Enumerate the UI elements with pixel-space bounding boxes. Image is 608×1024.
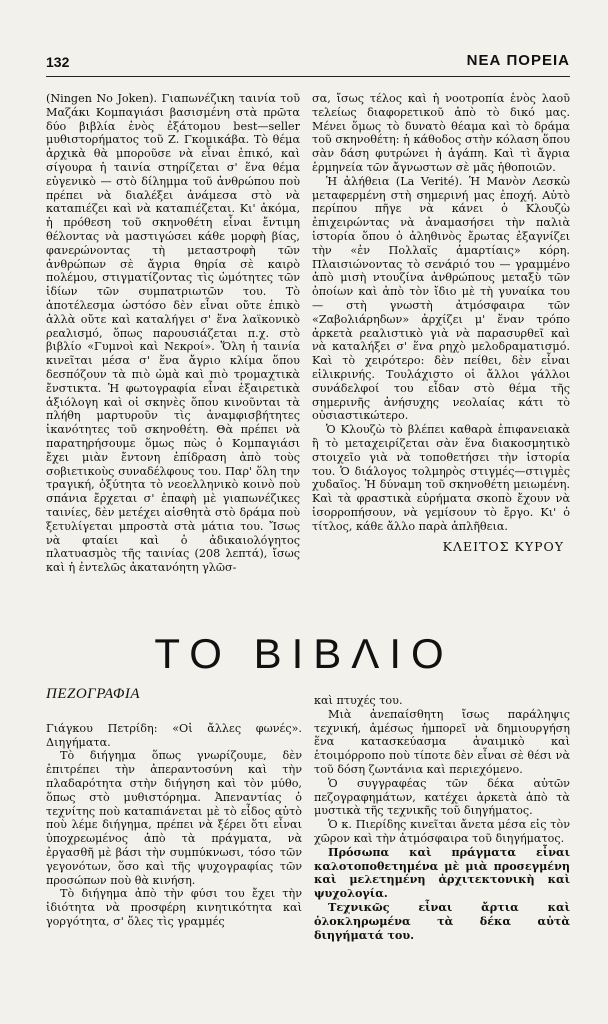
book-paragraph: Τὸ διήγημα ὅπως γνωρίζουμε, δὲν ἐπιτρέπει τὴν ἀπεραντοσύνη καὶ τὴν πλαδαρότητα στὴν διήγηση καὶ τὸν μύθο, ὅπως στὸ μυθιστόρημα. Ἀπεναντίας ὁ τεχνίτης ποὺ καταπιάνεται μὲ τὸ εἶδος αὐτὸ ποὺ λέμε διήγημα, πρέπει νὰ ξέρει ὅτι εἶναι ὑποχρεωμένος ἀπὸ τὰ πράγματα, νὰ ἐργασθῆ μὲ βάσι τὴν συμπύκνωσι, τόσο τῶν γεγονότων, ὅσο καὶ τῆς ψυχογραφίας τῶν προσώπων ποὺ θὰ κινήση. <box>46 749 302 887</box>
book-title-line: Γιάγκου Πετρίδη: «Οἱ ἄλλες φωνές». Διηγήματα. <box>46 721 302 749</box>
book-paragraph: Ὁ συγγραφέας τῶν δέκα αὐτῶν πεζογραφημάτων, κατέχει ἀρκετὰ ἀπὸ τὰ μυστικὰ τῆς τεχνικῆς τοῦ διηγήματος. <box>314 776 570 818</box>
book-paragraph: Πρόσωπα καὶ πράγματα εἶναι καλοτοποθετημένα μὲ μιὰ προσεγμένη καὶ μελετημένη ἀρχιτεκτονικὴ καὶ ψυχολογία. <box>314 844 570 901</box>
book-column-left <box>46 688 302 929</box>
review-paragraph: Ἡ ἀλήθεια (La Verité). Ἡ Μανὸν Λεσκὼ μεταφερμένη στὴ σημερινή μας ἐποχή. Αὐτὸ περίπου πῆγε νὰ κάνει ὁ Κλουζὼ ἐπιχειρώντας νὰ ἀναμασήσει τὴν παλιὰ ἱστορία ὅπου ὁ ἀληθινὸς ἔρωτας ἐξαγνίζει τὴν «ἐν Πολλαῖς ἁμαρτίαις» κόρη. Πλαισιώνοντας τὸ σενάριό του — γραμμένο ἀπὸ μισὴ ντουζίνα ἀνθρώπους μεταξὺ τῶν ὁποίων καὶ ἀπὸ τὸν ἴδιο μὲ τὴ γυναίκα του — στὴ γνωστὴ ἀτμόσφαιρα τῶν «Ζαβολιάρηδων» ἀρχίζει μ' ἕναν τρόπο ἀρκετὰ ρεαλιστικὸ γιὰ νὰ παρασυρθεῖ καὶ νὰ καταλήξει σ' ἕνα ρηχὸ μελοδραματισμό. Καὶ τὸ χειρότερο: δὲν πείθει, δὲν εἶναι εἰλικρινής. Τουλάχιστο οἱ ἄλλοι γάλλοι συνάδελφοί του εἶδαν στὸ θέμα τῆς σημερινῆς ἀνήσυχης νεολαίας κάτι τὸ οὐσιαστικώτερο. <box>312 174 570 423</box>
page-header <box>46 52 570 77</box>
page-number: 132 <box>46 54 70 70</box>
book-paragraph: καὶ πτυχές του. <box>314 694 403 707</box>
book-paragraph: Μιὰ ἀνεπαίσθητη ἴσως παράληψις τεχνική, ἀμέσως ἠμπορεῖ νὰ δημιουργήση ἕνα κατασκεύασμα ἀναιμικὸ καὶ ἑτοιμόρροπο ποὺ τίποτε δὲν εἶναι σὲ θέσι νὰ τοῦ δόση ζωντάνια καὶ περιεχόμενο. <box>314 707 570 776</box>
book-paragraph: Τεχνικῶς εἶναι ἄρτια καὶ ὁλοκληρωμένα τὰ δέκα αὐτὰ διηγήματά του. <box>314 899 570 942</box>
author-signature: ΚΛΕΙΤΟΣ ΚΥΡΟΥ <box>442 538 564 554</box>
section-label: ΠΕΖΟΓΡΑΦΙΑ <box>46 686 141 702</box>
book-paragraph: Ὁ κ. Πιερίδης κινεῖται ἄνετα μέσα εἰς τὸν χῶρον καὶ τὴν ἀτμόσφαιρα τοῦ διηγήματος. <box>314 818 570 845</box>
journal-title: ΝΕΑ ΠΟΡΕΙΑ <box>466 52 570 69</box>
book-paragraph: Τὸ διήγημα ἀπὸ τὴν φύσι του ἔχει τὴν ἰδιότητα νὰ προσφέρη κινητικότητα καὶ γοργότητα, σ' ὅλες τὶς γραμμές <box>46 887 302 928</box>
book-column-right <box>314 694 570 942</box>
review-paragraph: (Ningen No Joken). Γιαπωνέζικη ταινία τοῦ Μαζάκι Κομπαγιάσι βασισμένη στὰ πρῶτα δύο βιβλία ἑνὸς ἐξάτομου best—seller μυθιστορήματος τοῦ Ζ. Γκομικάβα. Τὸ θέμα ἀρχικὰ θὰ μποροῦσε νὰ εἶναι ἐπικό, καὶ σίγουρα ἡ ταινία στηρίζεται σ' ἕνα θέμα εὐγενικὸ — στὸ δίλημμα τοῦ ἀνθρώπου ποὺ πρέπει νὰ διαλέξει ἀνάμεσα στὸ νὰ καταπιέζει καὶ νὰ καταπιέζεται. Κι' ἀκόμα, ἡ πρόθεση τοῦ σκηνοθέτη εἶναι ἔντιμη θέλοντας νὰ μαστιγώσει κάθε μορφὴ βίας, φανερώνοντας τὴ μεταστροφὴ τῶν ἀνθρώπων σὲ ἄγρια θηρία σὲ καιρὸ πολέμου, στιγματίζοντας τὶς ὠμότητες τῶν ἰδίων τῶν συμπατριωτῶν του. Τὸ ἀποτέλεσμα ὡστόσο δὲν εἶναι οὔτε ἐπικὸ ἀλλὰ οὔτε καὶ καταλήγει σ' ἕνα λαϊκονικὸ ρεαλισμό, ὅπως παρουσιάζεται π.χ. στὸ βιβλίο «Γυμνοὶ καὶ Νεκροί». Ὅλη ἡ ταινία κινεῖται μέσα σ' ἕνα ἄγριο κλίμα ὅπου δεσπόζουν τὰ πιὸ ὠμὰ καὶ πιὸ τρομαχτικὰ ἔνστικτα. Ἡ φωτογραφία εἶναι ἐξαιρετικὰ ἀξιόλογη καὶ οἱ σκηνὲς ὅπου κινοῦνται τὰ πλήθη μαρτυροῦν τὶς ἀναμφισβήτητες ἱκανότητες τοῦ σκηνοθέτη. Θὰ πρέπει νὰ παρατηρήσουμε ὅμως πὼς ὁ Κομπαγιάσι ἔχει μιὰν ἔντονη ἐπίδραση ἀπὸ τοὺς σοβιετικοὺς συναδέλφους του. Παρ' ὅλη την τραγική, ὀξύτητα τὸ νεοελληνικὸ κοινὸ ποὺ σπάνια ἔρχεται σ' ἐπαφὴ μὲ γιαπωνέζικες ταινίες, δὲν μετέχει αἰσθητὰ στὸ δράμα ποὺ ξετυλίγεται μπροστὰ στὰ μάτια του. Ἴσως νὰ φταίει καὶ ὁ ἀδικαιολόγητος πλατυασμὸς τῆς ταινίας (208 λεπτά), ἴσως καὶ ἡ ἐντελῶς ἀκατανόητη γλῶσ- <box>46 92 300 575</box>
review-column-right <box>312 92 570 553</box>
review-paragraph: Ὁ Κλουζὼ τὸ βλέπει καθαρὰ ἐπιφανειακὰ ἢ τὸ μεταχειρίζεται σὰν ἕνα διακοσμητικὸ στοιχεῖο γιὰ νὰ τοποθετήσει τὴν ἱστορία του. Ὁ διάλογος τολμηρὸς στιγμές—στιγμὲς χυδαῖος. Ἡ δύναμη τοῦ σκηνοθέτη μειωμένη. Καὶ τὰ φραστικὰ εὑρήματα σκοπὸ ἔχουν νὰ ἰσορροπήσουν, νὰ γεμίσουν τὸ ἔργο. Κι' ὁ τίτλος, κάθε ἄλλο παρὰ ἁπλῆθεια. <box>312 423 570 533</box>
review-paragraph: σα, ἴσως τέλος καὶ ἡ νοοτροπία ἑνὸς λαοῦ τελείως διαφορετικοῦ ἀπὸ τὸ δικό μας. Μένει ὅμως τὸ δυνατὸ θέαμα καὶ τὸ δράμα τοῦ σκηνοθέτη: ἡ κάθοδος στὴν κόλαση ὅπου σὰν δάση φυτρώνει ἡ ἀγάπη. Καὶ τὶ ἄγρια ἑρμηνεία τῶν ἄγνωστων σὲ μᾶς ἠθοποιῶν. <box>312 92 570 174</box>
section-heading: ΤΟ ΒΙΒΛΙΟ <box>154 630 454 677</box>
review-column-left <box>46 92 300 575</box>
